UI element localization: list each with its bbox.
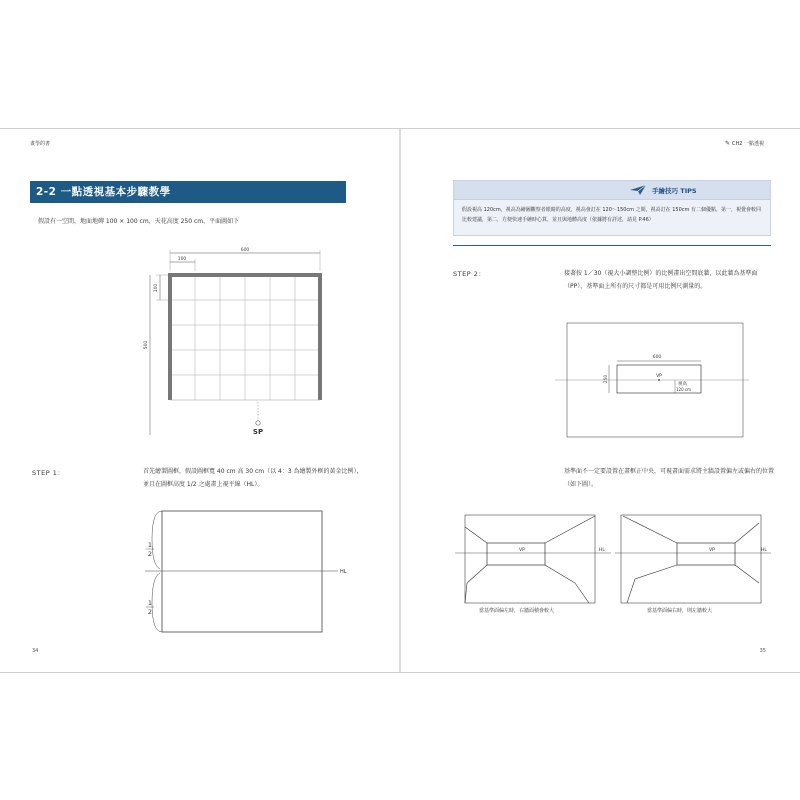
station-point-icon <box>256 421 260 425</box>
left-running-head: 畫學的書 <box>30 141 51 147</box>
book-spread <box>0 128 800 673</box>
pp-vp-label: VP <box>656 374 662 379</box>
step1-label: STEP 1： <box>32 469 65 477</box>
picture-plane-figure <box>551 321 751 441</box>
floor-tile-grid <box>170 275 320 400</box>
figure-a-hl-label: HL <box>599 548 605 553</box>
figure-b-hl-label: HL <box>761 548 767 553</box>
pp-eye-height-value: 120 cm <box>676 387 692 392</box>
right-page-number: 35 <box>759 648 766 654</box>
tips-title: 手繪技巧 TIPS <box>652 187 697 195</box>
tips-divider <box>453 245 771 246</box>
pencil-icon: ✎ <box>725 140 732 147</box>
figure-a-vp-label: VP <box>519 548 525 553</box>
note-text: 基準面不一定要設置在畫框正中央，可視畫面需求將主牆設置偏左或偏右的位置（如下圖）。 <box>564 468 775 488</box>
lower-fraction-num: 1 <box>147 599 153 607</box>
right-running-head <box>725 140 764 147</box>
upper-fraction-den: 2 <box>147 550 153 558</box>
right-offset-figure <box>613 513 773 605</box>
step2-label: STEP 2： <box>453 270 486 278</box>
section-title-banner: 2-2 一點透視基本步驟教學 <box>30 181 346 203</box>
step1-text: 首先繪製圖框，假設圖框寬 40 cm 高 30 cm（以 4：3 為繪製外框的黃金比例），並且在圖框高度 1/2 之處畫上視平線（HL）。 <box>143 468 363 488</box>
running-head-text: CH2 一點透視 <box>731 141 764 147</box>
figure-a-caption: 當基準面偏左時，右牆面積會較大 <box>479 608 555 614</box>
plan-dim-left-total: 500 <box>144 340 149 350</box>
floor-plan-figure <box>140 245 340 435</box>
tips-text: 假設視高 120cm，視高為繪圖觀察者眼睛的高度，視高會訂在 120～150cm 之間，視高訂在 150cm 有二個優點，第一，視覺會較同比較建議，第二，方便快速手繪時心算，並且與地體高度（依據將有詳述，請見 P.46） <box>462 207 761 223</box>
figure-b-vp-label: VP <box>709 548 715 553</box>
left-page <box>0 129 399 672</box>
plan-dim-left-tile: 100 <box>154 283 159 293</box>
figure-b-caption: 當基準面偏右時，則左牆較大 <box>647 608 713 614</box>
plan-dim-top-total: 600 <box>240 248 250 253</box>
pp-eye-height-label: 視高 <box>678 382 687 387</box>
left-page-number: 34 <box>32 648 39 654</box>
tips-header <box>454 181 770 200</box>
lower-fraction-den: 2 <box>147 608 153 616</box>
tips-box <box>453 180 771 236</box>
right-page <box>401 129 800 672</box>
upper-fraction-num: 1 <box>147 541 153 549</box>
intro-text: 假設有一空間，地面地磚 100 × 100 cm，天花高度 250 cm，平面圖如下 <box>38 218 240 225</box>
paper-plane-icon <box>629 184 647 196</box>
left-offset-figure <box>453 513 613 605</box>
pp-dim-height: 250 <box>604 374 609 384</box>
plan-sp-label: SP <box>252 428 264 435</box>
step2-text: 接著按 1／30（視大小調整比例）的比例畫出空間底牆，以此牆為基準面（PP），基準面上所有的尺寸都是可用比例尺測量的。 <box>564 270 758 290</box>
pp-dim-width: 600 <box>652 355 662 360</box>
plan-dim-top-tile: 100 <box>177 257 187 262</box>
step1-frame-figure <box>140 509 360 634</box>
hl-label: HL <box>340 569 347 575</box>
